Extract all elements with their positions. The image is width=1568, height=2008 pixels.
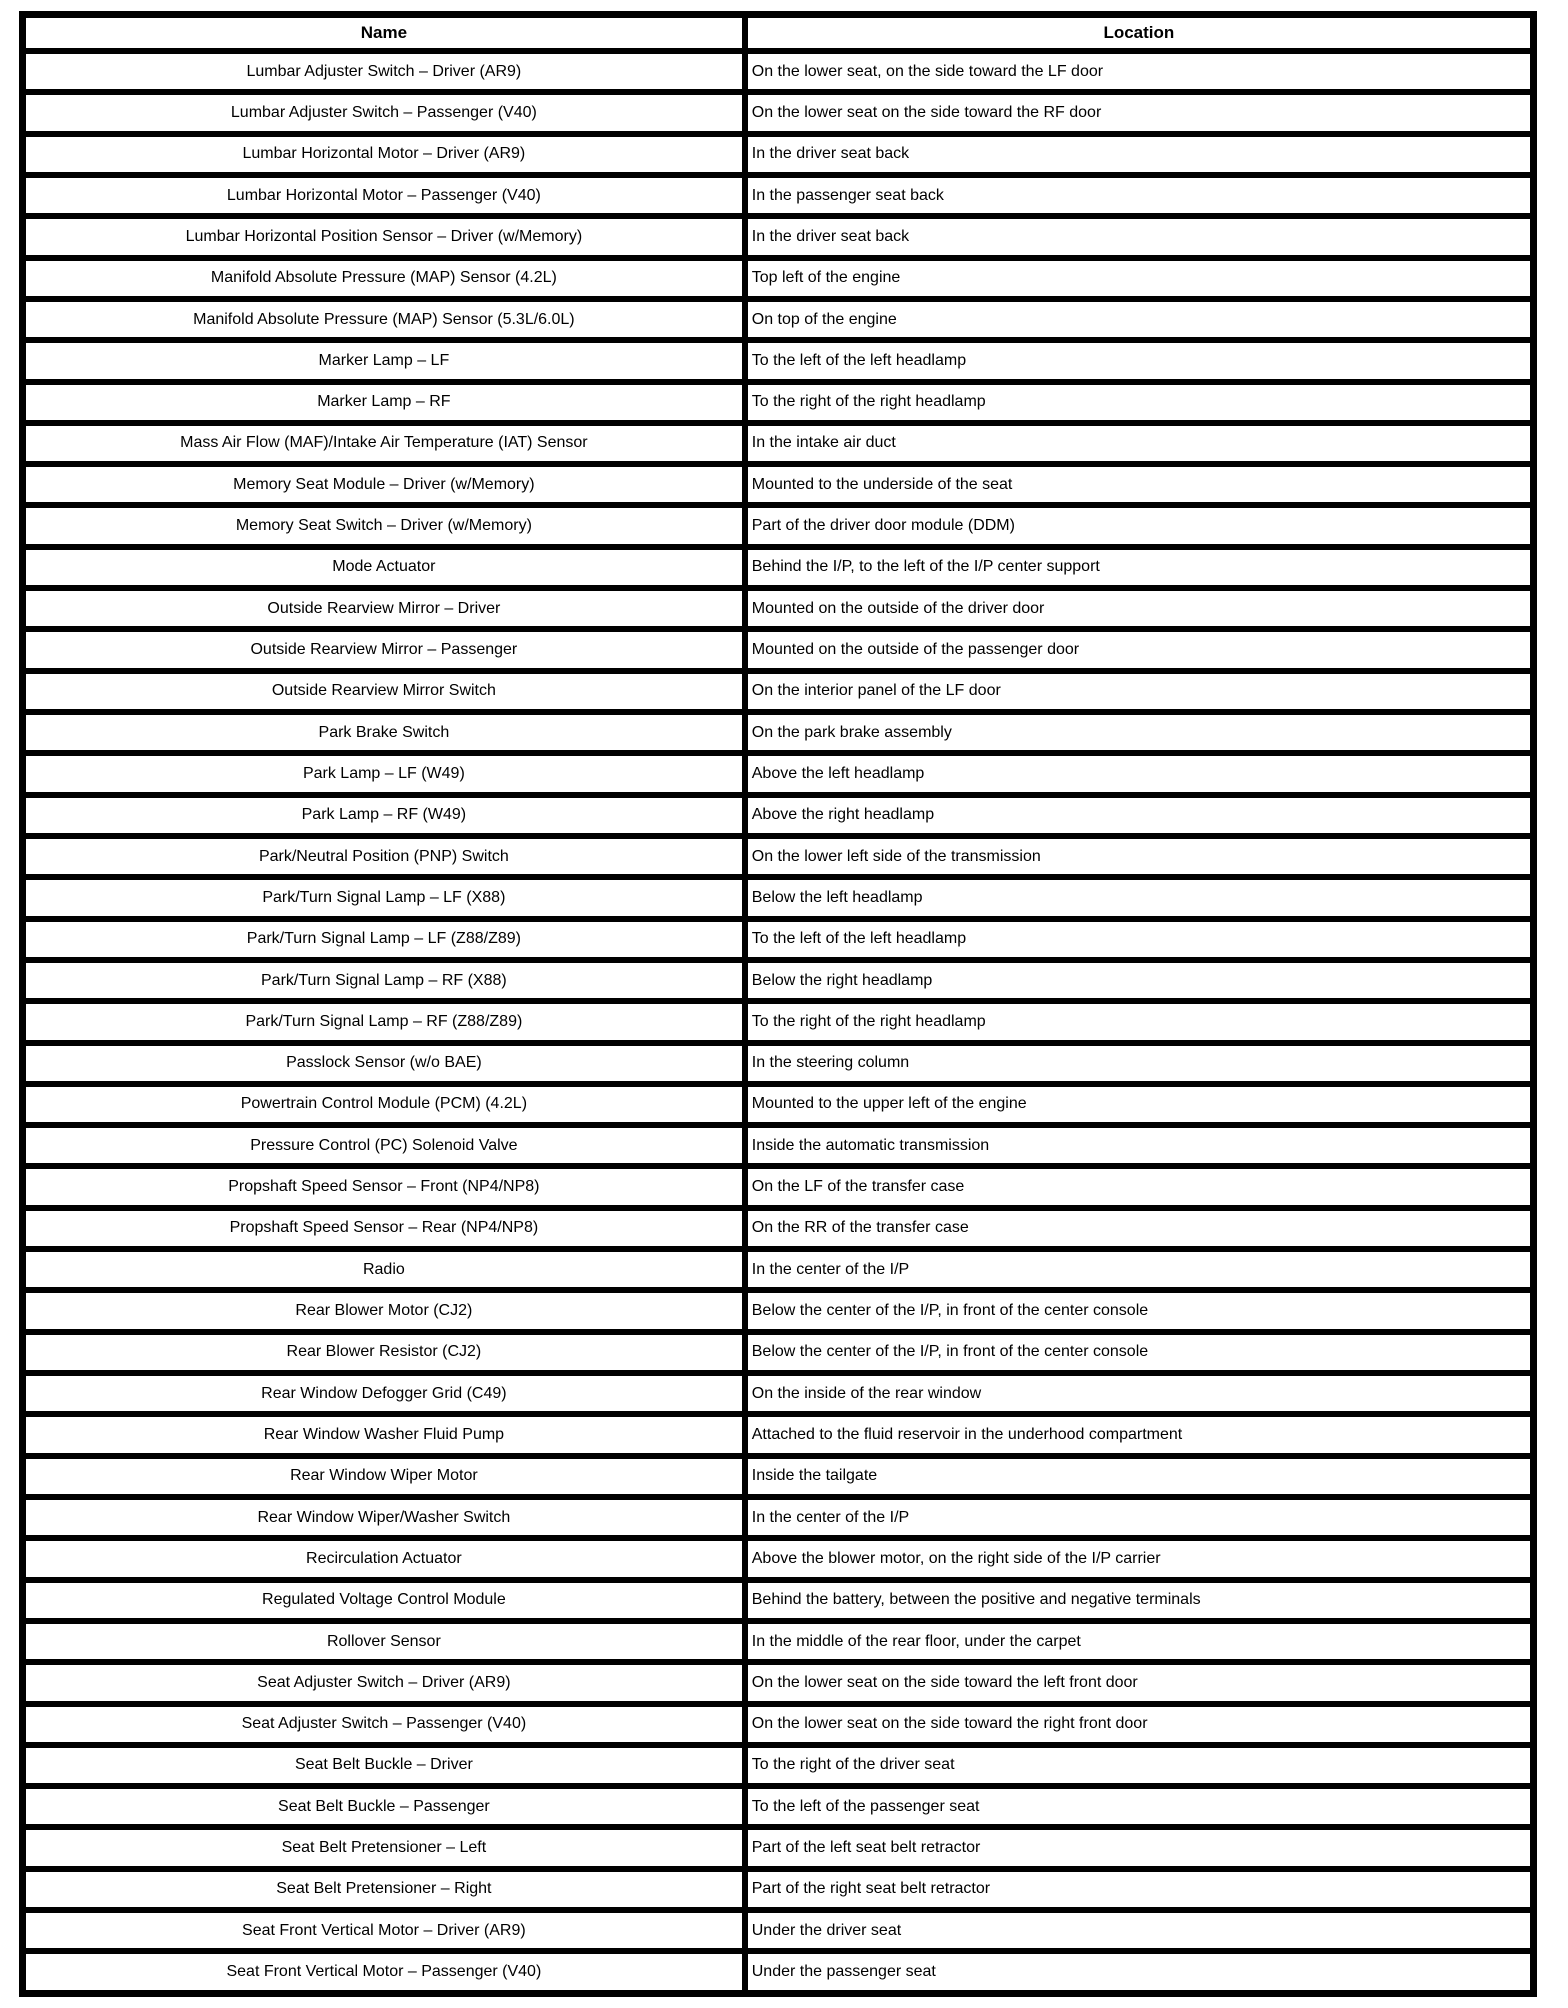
table-row xyxy=(23,1580,1534,1621)
table-row xyxy=(23,1208,1534,1249)
component-location-cell: In the center of the I/P xyxy=(745,1249,1534,1290)
component-location-cell: On the LF of the transfer case xyxy=(745,1166,1534,1207)
table-row xyxy=(23,1745,1534,1786)
component-location-cell: Below the center of the I/P, in front of the center console xyxy=(745,1332,1534,1373)
component-name-cell: Rear Window Defogger Grid (C49) xyxy=(23,1373,745,1414)
table-row xyxy=(23,1001,1534,1042)
component-name-cell: Park/Turn Signal Lamp – LF (Z88/Z89) xyxy=(23,919,745,960)
table-row xyxy=(23,1869,1534,1910)
component-name-cell: Seat Adjuster Switch – Driver (AR9) xyxy=(23,1662,745,1703)
component-name-cell: Lumbar Horizontal Position Sensor – Driver (w/Memory) xyxy=(23,216,745,257)
component-name-cell: Marker Lamp – RF xyxy=(23,382,745,423)
table-row xyxy=(23,216,1534,257)
table-row xyxy=(23,258,1534,299)
component-location-cell: Top left of the engine xyxy=(745,258,1534,299)
table-row xyxy=(23,1786,1534,1827)
component-name-cell: Lumbar Horizontal Motor – Passenger (V40) xyxy=(23,175,745,216)
component-location-cell: On the RR of the transfer case xyxy=(745,1208,1534,1249)
component-location-cell: Below the right headlamp xyxy=(745,960,1534,1001)
component-location-cell: In the intake air duct xyxy=(745,423,1534,464)
component-name-cell: Seat Adjuster Switch – Passenger (V40) xyxy=(23,1704,745,1745)
component-location-cell: On top of the engine xyxy=(745,299,1534,340)
component-location-cell: Below the center of the I/P, in front of the center console xyxy=(745,1290,1534,1331)
table-row xyxy=(23,505,1534,546)
table-row xyxy=(23,1043,1534,1084)
component-name-cell: Manifold Absolute Pressure (MAP) Sensor (4.2L) xyxy=(23,258,745,299)
table-row xyxy=(23,464,1534,505)
component-location-cell: Inside the automatic transmission xyxy=(745,1125,1534,1166)
table-row xyxy=(23,175,1534,216)
component-name-cell: Memory Seat Switch – Driver (w/Memory) xyxy=(23,505,745,546)
component-name-cell: Regulated Voltage Control Module xyxy=(23,1580,745,1621)
table-row xyxy=(23,1538,1534,1579)
component-name-cell: Seat Belt Buckle – Passenger xyxy=(23,1786,745,1827)
component-location-cell: To the left of the passenger seat xyxy=(745,1786,1534,1827)
component-location-cell: On the lower seat on the side toward the right front door xyxy=(745,1704,1534,1745)
component-name-cell: Park/Turn Signal Lamp – LF (X88) xyxy=(23,877,745,918)
component-name-cell: Outside Rearview Mirror Switch xyxy=(23,671,745,712)
table-body xyxy=(23,51,1534,1994)
component-name-cell: Park Brake Switch xyxy=(23,712,745,753)
component-location-cell: On the lower seat on the side toward the left front door xyxy=(745,1662,1534,1703)
table-row xyxy=(23,547,1534,588)
table-row xyxy=(23,712,1534,753)
component-name-cell: Rear Window Wiper Motor xyxy=(23,1456,745,1497)
component-location-cell: To the right of the driver seat xyxy=(745,1745,1534,1786)
component-location-cell: Above the left headlamp xyxy=(745,753,1534,794)
component-location-cell: In the center of the I/P xyxy=(745,1497,1534,1538)
component-location-cell: In the driver seat back xyxy=(745,216,1534,257)
table-row xyxy=(23,340,1534,381)
table-row xyxy=(23,671,1534,712)
table-row xyxy=(23,960,1534,1001)
table-row xyxy=(23,1166,1534,1207)
component-name-cell: Rear Window Washer Fluid Pump xyxy=(23,1414,745,1455)
component-name-cell: Park/Neutral Position (PNP) Switch xyxy=(23,836,745,877)
column-header-location: Location xyxy=(745,15,1534,52)
table-row xyxy=(23,629,1534,670)
component-name-cell: Mode Actuator xyxy=(23,547,745,588)
component-name-cell: Outside Rearview Mirror – Passenger xyxy=(23,629,745,670)
component-location-cell: In the steering column xyxy=(745,1043,1534,1084)
component-location-cell: On the lower left side of the transmission xyxy=(745,836,1534,877)
component-location-cell: Under the passenger seat xyxy=(745,1951,1534,1993)
table-row xyxy=(23,1456,1534,1497)
table-row xyxy=(23,1951,1534,1993)
component-name-cell: Park Lamp – RF (W49) xyxy=(23,795,745,836)
header-row xyxy=(23,15,1534,52)
table-row xyxy=(23,919,1534,960)
component-location-cell: Mounted to the underside of the seat xyxy=(745,464,1534,505)
component-location-cell: Inside the tailgate xyxy=(745,1456,1534,1497)
component-name-cell: Outside Rearview Mirror – Driver xyxy=(23,588,745,629)
component-name-cell: Lumbar Horizontal Motor – Driver (AR9) xyxy=(23,134,745,175)
component-location-cell: In the driver seat back xyxy=(745,134,1534,175)
component-name-cell: Park Lamp – LF (W49) xyxy=(23,753,745,794)
table-row xyxy=(23,1621,1534,1662)
table-row xyxy=(23,1827,1534,1868)
component-location-cell: Below the left headlamp xyxy=(745,877,1534,918)
component-location-cell: To the left of the left headlamp xyxy=(745,340,1534,381)
component-name-cell: Pressure Control (PC) Solenoid Valve xyxy=(23,1125,745,1166)
component-location-cell: Part of the left seat belt retractor xyxy=(745,1827,1534,1868)
component-location-cell: On the inside of the rear window xyxy=(745,1373,1534,1414)
component-location-cell: To the right of the right headlamp xyxy=(745,382,1534,423)
table-row xyxy=(23,1125,1534,1166)
component-location-cell: On the interior panel of the LF door xyxy=(745,671,1534,712)
component-name-cell: Rear Window Wiper/Washer Switch xyxy=(23,1497,745,1538)
component-location-cell: Behind the battery, between the positive and negative terminals xyxy=(745,1580,1534,1621)
component-name-cell: Seat Belt Buckle – Driver xyxy=(23,1745,745,1786)
table-row xyxy=(23,1662,1534,1703)
component-name-cell: Powertrain Control Module (PCM) (4.2L) xyxy=(23,1084,745,1125)
component-name-cell: Recirculation Actuator xyxy=(23,1538,745,1579)
table-row xyxy=(23,753,1534,794)
component-location-table xyxy=(19,11,1537,1997)
component-name-cell: Radio xyxy=(23,1249,745,1290)
component-name-cell: Rear Blower Motor (CJ2) xyxy=(23,1290,745,1331)
component-name-cell: Rear Blower Resistor (CJ2) xyxy=(23,1332,745,1373)
component-location-cell: Above the right headlamp xyxy=(745,795,1534,836)
component-name-cell: Memory Seat Module – Driver (w/Memory) xyxy=(23,464,745,505)
table-row xyxy=(23,1332,1534,1373)
table-row xyxy=(23,836,1534,877)
component-name-cell: Seat Front Vertical Motor – Passenger (V40) xyxy=(23,1951,745,1993)
component-location-cell: On the park brake assembly xyxy=(745,712,1534,753)
component-name-cell: Park/Turn Signal Lamp – RF (X88) xyxy=(23,960,745,1001)
table-row xyxy=(23,382,1534,423)
component-location-cell: Mounted to the upper left of the engine xyxy=(745,1084,1534,1125)
component-location-cell: To the left of the left headlamp xyxy=(745,919,1534,960)
component-location-cell: Part of the driver door module (DDM) xyxy=(745,505,1534,546)
table-row xyxy=(23,51,1534,92)
component-name-cell: Manifold Absolute Pressure (MAP) Sensor (5.3L/6.0L) xyxy=(23,299,745,340)
component-name-cell: Park/Turn Signal Lamp – RF (Z88/Z89) xyxy=(23,1001,745,1042)
component-location-cell: Under the driver seat xyxy=(745,1910,1534,1951)
component-location-cell: Above the blower motor, on the right side of the I/P carrier xyxy=(745,1538,1534,1579)
component-name-cell: Seat Belt Pretensioner – Left xyxy=(23,1827,745,1868)
table-row xyxy=(23,1373,1534,1414)
column-header-name: Name xyxy=(23,15,745,52)
table-row xyxy=(23,1249,1534,1290)
table-row xyxy=(23,134,1534,175)
table-header xyxy=(23,15,1534,52)
component-location-cell: Mounted on the outside of the driver door xyxy=(745,588,1534,629)
component-location-cell: Mounted on the outside of the passenger door xyxy=(745,629,1534,670)
component-name-cell: Passlock Sensor (w/o BAE) xyxy=(23,1043,745,1084)
table-row xyxy=(23,795,1534,836)
component-location-cell: To the right of the right headlamp xyxy=(745,1001,1534,1042)
component-location-cell: Part of the right seat belt retractor xyxy=(745,1869,1534,1910)
table-row xyxy=(23,423,1534,464)
component-name-cell: Propshaft Speed Sensor – Front (NP4/NP8) xyxy=(23,1166,745,1207)
table-row xyxy=(23,1910,1534,1951)
component-name-cell: Lumbar Adjuster Switch – Passenger (V40) xyxy=(23,92,745,133)
table-row xyxy=(23,1084,1534,1125)
component-name-cell: Rollover Sensor xyxy=(23,1621,745,1662)
component-location-cell: Behind the I/P, to the left of the I/P center support xyxy=(745,547,1534,588)
component-name-cell: Propshaft Speed Sensor – Rear (NP4/NP8) xyxy=(23,1208,745,1249)
component-location-cell: In the passenger seat back xyxy=(745,175,1534,216)
table-row xyxy=(23,877,1534,918)
component-name-cell: Lumbar Adjuster Switch – Driver (AR9) xyxy=(23,51,745,92)
component-location-cell: On the lower seat on the side toward the RF door xyxy=(745,92,1534,133)
table-row xyxy=(23,1497,1534,1538)
component-name-cell: Mass Air Flow (MAF)/Intake Air Temperature (IAT) Sensor xyxy=(23,423,745,464)
table-row xyxy=(23,588,1534,629)
component-name-cell: Seat Belt Pretensioner – Right xyxy=(23,1869,745,1910)
component-location-cell: Attached to the fluid reservoir in the underhood compartment xyxy=(745,1414,1534,1455)
table-row xyxy=(23,299,1534,340)
table-row xyxy=(23,1290,1534,1331)
table-row xyxy=(23,1414,1534,1455)
component-name-cell: Seat Front Vertical Motor – Driver (AR9) xyxy=(23,1910,745,1951)
table-row xyxy=(23,1704,1534,1745)
table-row xyxy=(23,92,1534,133)
component-location-cell: In the middle of the rear floor, under the carpet xyxy=(745,1621,1534,1662)
component-location-cell: On the lower seat, on the side toward the LF door xyxy=(745,51,1534,92)
component-name-cell: Marker Lamp – LF xyxy=(23,340,745,381)
